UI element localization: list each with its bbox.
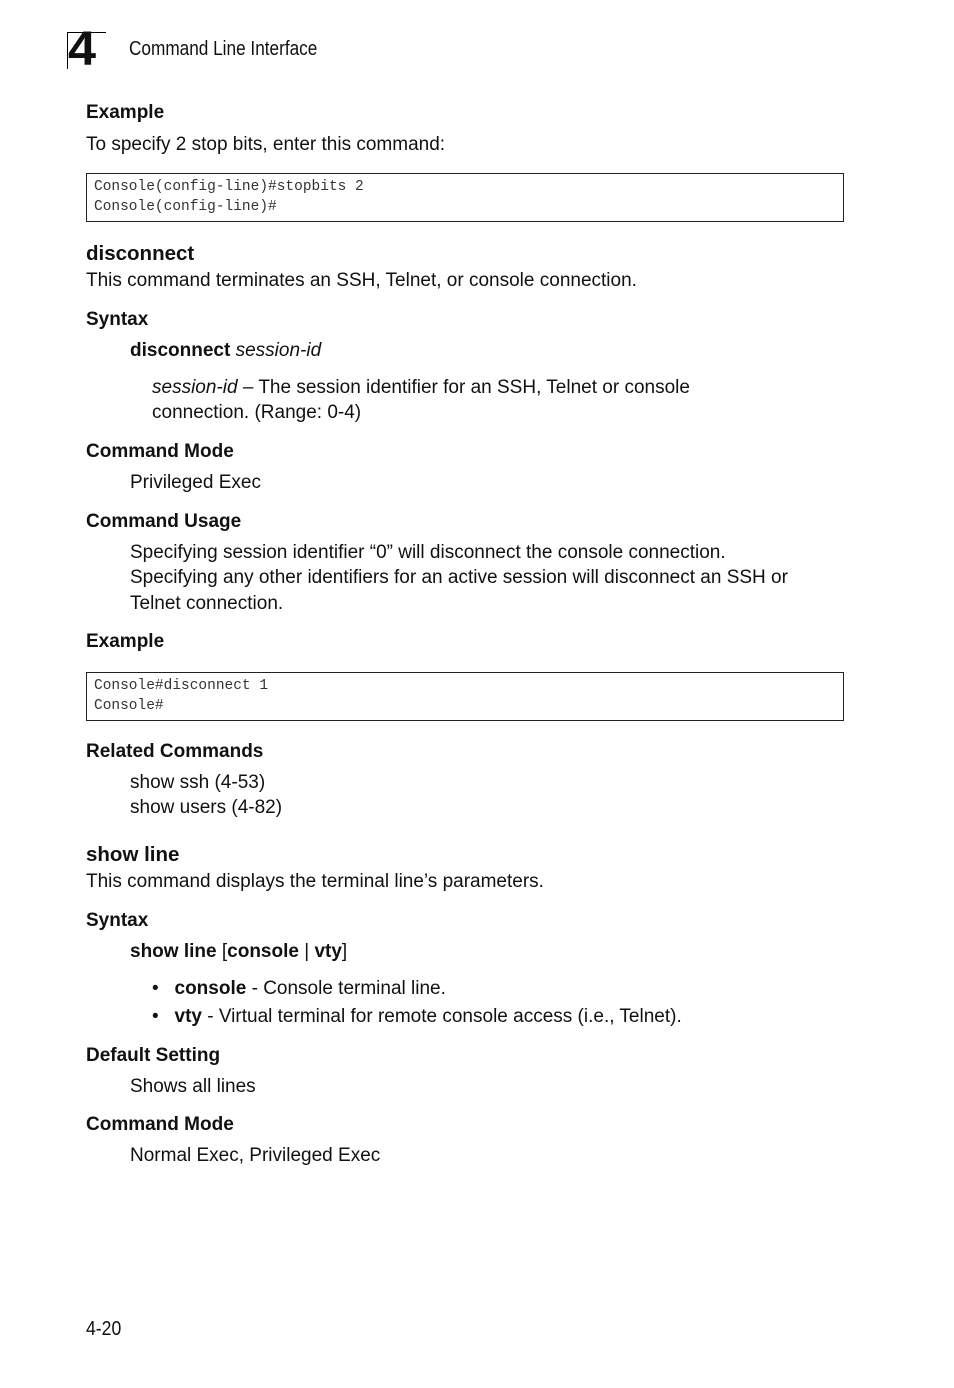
bullet-desc: - Console terminal line. xyxy=(246,978,446,999)
syntax-option: console xyxy=(227,941,299,962)
syntax-command: show line xyxy=(130,941,217,962)
command-description: This command displays the terminal line’s parameters. xyxy=(86,871,544,892)
syntax-line xyxy=(130,939,347,964)
bullet-term: console xyxy=(174,978,247,999)
parameter-desc-line: connection. (Range: 0-4) xyxy=(152,402,362,423)
example-heading: Example xyxy=(86,102,165,123)
command-mode-value: Privileged Exec xyxy=(130,472,261,493)
syntax-heading: Syntax xyxy=(86,309,149,330)
syntax-bracket: ] xyxy=(341,941,348,962)
parameter-desc-line: – The session identifier for an SSH, Telnet or console xyxy=(237,377,690,398)
parameter-description xyxy=(152,375,690,400)
usage-line: Specifying session identifier “0” will disconnect the console connection. xyxy=(130,542,726,563)
default-setting-heading: Default Setting xyxy=(86,1045,221,1066)
chapter-number: 4 xyxy=(68,23,95,76)
example-heading: Example xyxy=(86,631,165,652)
syntax-separator: | xyxy=(298,941,315,962)
related-commands-heading: Related Commands xyxy=(86,741,264,762)
code-line: Console# xyxy=(94,698,164,714)
chapter-title: Command Line Interface xyxy=(129,38,318,60)
bullet-term: vty xyxy=(174,1006,202,1027)
code-block-disconnect xyxy=(86,672,844,721)
bullet-desc: - Virtual terminal for remote console access (i.e., Telnet). xyxy=(201,1006,682,1027)
code-line: Console#disconnect 1 xyxy=(94,678,269,694)
example-intro: To specify 2 stop bits, enter this command: xyxy=(86,134,446,155)
usage-line: Specifying any other identifiers for an active session will disconnect an SSH or xyxy=(130,567,788,588)
code-line: Console(config-line)#stopbits 2 xyxy=(94,179,364,195)
command-mode-heading: Command Mode xyxy=(86,1114,234,1135)
default-setting-value: Shows all lines xyxy=(130,1076,256,1097)
command-title-disconnect: disconnect xyxy=(86,242,195,265)
command-title-show-line: show line xyxy=(86,843,180,866)
syntax-argument: session-id xyxy=(235,340,322,361)
command-usage-heading: Command Usage xyxy=(86,511,242,532)
syntax-command: disconnect xyxy=(130,340,231,361)
syntax-heading: Syntax xyxy=(86,910,149,931)
usage-line: Telnet connection. xyxy=(130,593,284,614)
syntax-bracket: [ xyxy=(216,941,228,962)
command-mode-heading: Command Mode xyxy=(86,441,234,462)
code-block-stopbits xyxy=(86,173,844,222)
command-mode-value: Normal Exec, Privileged Exec xyxy=(130,1145,381,1166)
bullet-item: • console - Console terminal line. xyxy=(152,978,446,999)
related-command-link: show ssh (4-53) xyxy=(130,772,266,793)
bullet-item: • vty - Virtual terminal for remote console access (i.e., Telnet). xyxy=(152,1006,682,1027)
parameter-name: session-id xyxy=(152,377,238,398)
page-number: 4-20 xyxy=(86,1318,122,1340)
command-description: This command terminates an SSH, Telnet, or console connection. xyxy=(86,270,637,291)
syntax-line xyxy=(130,338,321,363)
related-command-link: show users (4-82) xyxy=(130,797,283,818)
code-line: Console(config-line)# xyxy=(94,199,277,215)
syntax-option: vty xyxy=(314,941,342,962)
